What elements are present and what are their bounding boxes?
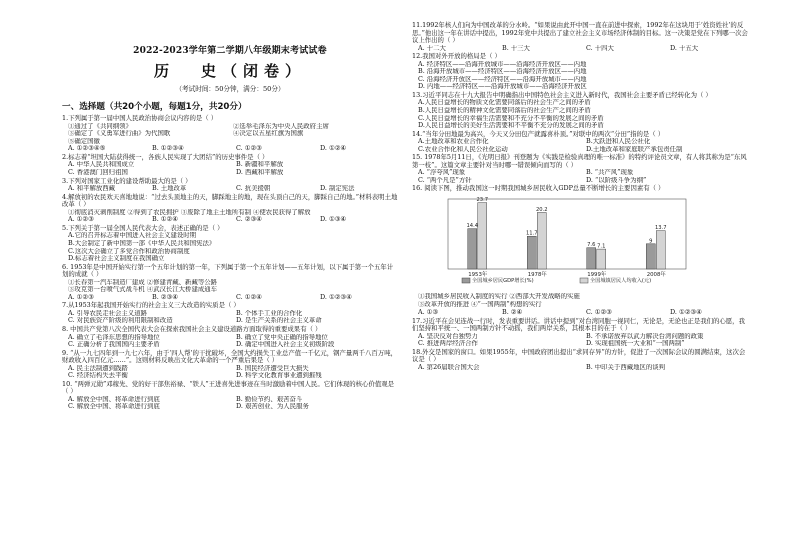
question-stem: 10. “两弹元勋”邓稼先、党的好干部焦裕禄、“铁人”王进喜先进事迹在当时激励着中国人民。它们体现的核心价值观是（ ） xyxy=(62,379,395,396)
answer-option: B. 十三大 xyxy=(502,44,530,52)
answer-option: A. 中华人民共和国成立 xyxy=(68,161,135,169)
question-stem: 11.1992年核人们向为中国改革的分水岭。“如果说由此开中国一直在前进中探索，1992年在这块用于‘姓资姓社’的反思。”他出这一年在讲话中提出，1992年党中共提出了建立社会主义市场经济体制的目标。这一决策是党在下列哪一次会议上作出的（ ） xyxy=(412,21,748,45)
question-item xyxy=(412,22,748,52)
question-item xyxy=(412,131,748,154)
question-stem: 12.我国对外开放的格局是（ ） xyxy=(412,52,501,61)
question-item xyxy=(62,302,398,325)
answer-option: B. ②③④ xyxy=(152,293,178,301)
answer-options xyxy=(62,145,398,153)
statement: ①长春第一汽车制造厂建成 ②修建青藏、新藏等公路 xyxy=(68,278,218,286)
x-tick-label: 2008年 xyxy=(646,272,666,279)
statement: ③改革开放的推进 ④“一国两制”构想的实行 xyxy=(418,300,542,308)
answer-options xyxy=(412,99,748,129)
question-stem: 15. 1978年5月11日，《光明日报》刊登题为《实践是检验真理的唯一标准》的特约评论员文章，有人将其称为是“东风第一枝”。这篇文章主要针对当时哪一错误倾向而写的（ ） xyxy=(412,153,747,169)
question-stem: 18.外交是国家的窗口。如果1955年，中国政府团出提出“求同存异”的方针，促进了一次国际会议的圆满结束，这次会议是（ ） xyxy=(412,347,746,364)
question-item xyxy=(412,309,748,317)
question-stem: 5.下列关于第一届全国人民代表大会，表述正确的是（ ） xyxy=(62,223,224,232)
answer-option: C. ①②④ xyxy=(236,293,262,301)
answer-option: D. “以阶级斗争为纲” xyxy=(586,176,647,184)
answer-option: C. 解放全中国、将革命进行到底 xyxy=(68,403,160,411)
answer-option: B.大跃进和人民公社化 xyxy=(586,138,651,146)
answer-option: D. 艰苦创业、为人民服务 xyxy=(236,403,309,411)
bar-value-label: 11.7 xyxy=(525,230,538,237)
statement: ②选举毛泽东为中央人民政府主席 xyxy=(233,122,329,130)
question-item xyxy=(412,154,748,184)
statement: ①通过了《共同纲领》 xyxy=(68,122,132,130)
question-stem: 2.标志着“坦国大陆获得统一，各族人民实现了大团结”的历史事件是（ ） xyxy=(62,152,269,161)
chart-bar xyxy=(468,229,477,269)
question-item xyxy=(62,264,398,302)
answer-option: C. 对民族资产阶级的利用限制和改造 xyxy=(68,317,173,325)
x-tick-label: 1999年 xyxy=(587,272,607,279)
exam-title: 2022-2023学年第二学期八年级期末考试试卷 xyxy=(133,46,327,56)
bar-value-label: 14.4 xyxy=(466,223,479,230)
answer-option: B. ①②③④ xyxy=(152,145,184,153)
answer-option: C. “两个凡是”方针 xyxy=(418,176,472,184)
question-item xyxy=(62,225,398,263)
question-item xyxy=(62,350,398,380)
answer-options xyxy=(62,185,398,193)
legend-label: 全国城镇居民人均收入(元) xyxy=(590,278,652,285)
answer-option: D. 是生产关系的社会主义革命 xyxy=(236,317,322,325)
subject-title xyxy=(62,63,398,81)
chart-bar xyxy=(478,203,487,269)
bar-value-label: 9 xyxy=(649,238,653,245)
answer-option: A. 和平解放西藏 xyxy=(68,185,116,193)
answer-option: C. 十四大 xyxy=(586,44,614,52)
answer-option: D.标志着社会主义制度在我国确立 xyxy=(68,255,165,263)
question-statements xyxy=(62,209,398,217)
question-item xyxy=(62,154,398,177)
answer-options xyxy=(412,169,748,184)
answer-options xyxy=(62,232,398,262)
left-question-list xyxy=(62,115,398,411)
legend-label: 全国城乡居民GDP增长(%) xyxy=(472,278,534,285)
question-item xyxy=(412,53,748,91)
subject-rest: 史（闭卷） xyxy=(201,61,307,80)
answer-option: A. 第26届联合国大会 xyxy=(418,363,480,371)
answer-option: D. 十五大 xyxy=(670,44,699,52)
answer-option: D. ①③④ xyxy=(320,216,347,224)
answer-option: D. ①②④ xyxy=(320,145,347,153)
question-item xyxy=(412,318,748,348)
answer-option: C. 抗美援朝 xyxy=(236,185,271,193)
answer-option: B. 勤俭节约、艰苦奋斗 xyxy=(236,395,303,403)
question-item xyxy=(62,326,398,349)
answer-option: A.人民日益增长的物质文化需要同落后的社会生产之间的矛盾 xyxy=(418,99,591,107)
question-item xyxy=(62,115,398,153)
answer-option: C. ①②③ xyxy=(236,145,262,153)
answer-option: C.这次大会确立了多党合作和政治协商制度 xyxy=(68,247,190,255)
answer-option: A. 确立了毛泽东思想的指导地位 xyxy=(68,333,160,341)
bar-value-label: 13.7 xyxy=(654,225,667,232)
answer-option: D.人民日益增长的美好生活需要和不平衡不充分的发展之间的矛盾 xyxy=(418,122,604,130)
answer-options xyxy=(62,396,398,411)
chart-bar xyxy=(597,249,606,269)
answer-option: A. 解放全中国、将革命进行到底 xyxy=(68,395,160,403)
answer-options xyxy=(412,138,748,153)
answer-options xyxy=(412,333,748,348)
answer-option: A. 十二大 xyxy=(418,44,446,52)
answer-option: B. 土地改革 xyxy=(152,185,187,193)
statement: ③攻克第一台喷气式战斗机 ④武汉长江大桥建成通车 xyxy=(68,286,218,294)
question-stem: 3.下列对国家工业化的建设帮助最大的是（ ） xyxy=(62,176,192,185)
bar-value-label: 23.7 xyxy=(476,197,489,204)
answer-option: D. ①②③④ xyxy=(320,293,352,301)
statement: ③确定了《义勇军进行曲》为代国歌 xyxy=(68,130,171,138)
bar-value-label: 7.1 xyxy=(597,243,606,250)
question-stem: 4.解放初的农民欢天喜地地说：“过去头顶地主的天，脚踩地主的地，现在头顶自己的天，脚踩自己的地。”材料表明土地改革（ ） xyxy=(62,192,398,209)
answer-options xyxy=(412,61,748,91)
answer-option: D. ①②③④ xyxy=(670,309,702,317)
answer-option: A.土地改革和农业合作化 xyxy=(418,138,489,146)
answer-option: B. 个体手工业的合作化 xyxy=(236,309,303,317)
legend-swatch xyxy=(580,278,588,283)
answer-option: B. “共产风”现象 xyxy=(586,169,634,177)
answer-option: A. 民主法制遭到践踏 xyxy=(68,364,128,372)
answer-option: A. 经济特区——沿海开放城市——沿海经济开放区——内地 xyxy=(418,60,587,68)
question-stem: 1.下列属于第一届中国人民政治协商会议内容的是（ ） xyxy=(62,114,218,123)
answer-option: C. 推进两岸经济合作 xyxy=(418,340,478,348)
chart-bar xyxy=(656,231,665,269)
question-stem: 6. 1953年是中国开始实行第一个五年计划的第一年，下列属于第一个五年计划——五年计划，以下属于第一个五年计划的成就（ ） xyxy=(62,262,394,279)
chart-container xyxy=(432,195,692,291)
exam-info: （考试时间：50分钟，满分：50分） xyxy=(175,85,285,94)
answer-option: A. ①②③ xyxy=(68,216,94,224)
answer-option: A. 坚决反对台独势力 xyxy=(418,332,478,340)
statement: ①彻底消灭剥削制度 ②得到了农民拥护 ③废除了地主土地所有制 ④使农民获得了解放 xyxy=(68,208,311,216)
x-tick-label: 1978年 xyxy=(527,272,547,279)
x-tick-label: 1953年 xyxy=(468,272,488,279)
answer-option: D. 确定中国进入社会主义初级阶段 xyxy=(236,341,335,349)
section-title: 一、选择题（共20个小题，每题1分，共20分） xyxy=(62,102,247,113)
answer-option: B. ②④ xyxy=(502,309,523,317)
question-stem: 14.“当年分田地最为高兴，今天又分田包产就露喜朴顶。”对联中的两次“分田”指的是（ ） xyxy=(412,129,665,138)
question-item xyxy=(62,178,398,193)
answer-option: A. ①②③④⑤ xyxy=(68,145,106,153)
answer-option: C. 沿海经济开放区——经济特区——沿海开放城市——内地 xyxy=(418,75,587,83)
legend-swatch xyxy=(462,278,470,283)
answer-option: B.大会制定了新中国第一部《中华人民共和国宪法》 xyxy=(68,239,216,247)
question-stem: 9. “从一九七四年到一九七六年，由于‘四人帮’的干扰破坏，全国大约损失工业总产值一千亿元，钢产量两千八百万吨，财政收入四百亿元……”。这则材料反映出文化大革命的一个严重后果是（ ） xyxy=(62,348,397,365)
answer-options xyxy=(62,334,398,349)
answer-option: C.农业合作化和人民公社化运动 xyxy=(418,145,508,153)
answer-option: A. 引导农民走社会主义道路 xyxy=(68,309,147,317)
answer-option: B. 中印关于西藏地区的谈判 xyxy=(586,363,666,371)
answer-option: D. 制定宪法 xyxy=(320,185,355,193)
chart-bar xyxy=(646,244,655,269)
answer-option: A. “浮夸风”现象 xyxy=(418,169,466,177)
answer-option: B.人民日益增长的精神文化需要同落后的社会生产之间的矛盾 xyxy=(418,107,591,115)
answer-options xyxy=(412,364,748,372)
answer-option: C. ①②③ xyxy=(586,309,612,317)
question-item xyxy=(412,185,748,308)
answer-option: A. ①③ xyxy=(418,309,439,317)
question-item xyxy=(62,194,398,224)
question-item xyxy=(412,92,748,130)
answer-option: B. 确立了党中央正确的指导地位 xyxy=(236,333,328,341)
subject-char: 历 xyxy=(153,61,175,80)
answer-option: D. 西藏和平解放 xyxy=(236,169,284,177)
question-statements xyxy=(412,293,748,308)
answer-option: A. ①②③ xyxy=(68,293,94,301)
answer-option: D. 科学文化教育事业遭到摧残 xyxy=(236,372,322,380)
answer-option: A.它的召开标志着中国进入社会主义建设时期 xyxy=(68,232,197,240)
answer-option: C. 正确分析了我国国内主要矛盾 xyxy=(68,341,160,349)
question-statements xyxy=(62,279,398,294)
answer-option: B. 国民经济遭受巨大损失 xyxy=(236,364,309,372)
statement: ④决定以五星红旗为国旗 xyxy=(233,130,304,138)
chart-bar xyxy=(537,212,546,269)
left-column xyxy=(62,0,398,560)
answer-option: B. ①②④ xyxy=(152,216,178,224)
question-stem: 8. 中国共产党第八次全国代表大会在探索我国社会主义建设道路方面取得的重要成果有（ ） xyxy=(62,324,322,333)
answer-option: C. 香港澳门回归祖国 xyxy=(68,169,128,177)
bar-value-label: 7.6 xyxy=(587,242,596,249)
answer-options xyxy=(62,310,398,325)
question-statements xyxy=(62,123,398,146)
question-stem: 13.习近平同志在十九大报告中明确指出中国特色社会主义进入新时代，我国社会主要矛盾已经转化为（ ） xyxy=(412,90,712,99)
question-item xyxy=(62,381,398,411)
answer-option: C.人民日益增长的幸福生活需要和不充分不平衡的发展之间的矛盾 xyxy=(418,114,604,122)
answer-option: B. 沿海开放城市——经济特区——沿海经济开放区——内地 xyxy=(418,68,587,76)
answer-option: B. 不承诺放弃以武力解决台湾问题的政策 xyxy=(586,332,704,340)
answer-option: D. 内地——经济特区——沿海开放城市——沿海经济开放区 xyxy=(418,83,587,91)
right-column xyxy=(412,0,748,560)
answer-options xyxy=(62,365,398,380)
bar-value-label: 20.2 xyxy=(535,206,548,213)
answer-option: B. 新疆和平解放 xyxy=(236,161,284,169)
chart-bar xyxy=(587,248,596,269)
answer-options xyxy=(62,216,398,224)
statement: ⑤确定国徽 xyxy=(68,137,100,145)
question-item xyxy=(412,349,748,372)
question-stem: 16. 阅读下图，推动我国这一时期我国城乡居民收入GDP总量不断增长的主要因素有（ ） xyxy=(412,184,665,193)
gdp-bar-chart xyxy=(432,195,692,291)
answer-option: C. ②③④ xyxy=(236,216,262,224)
answer-options xyxy=(412,309,748,317)
right-question-list xyxy=(412,22,748,372)
answer-option: D.土地改革和家庭联产承包责任制 xyxy=(586,145,683,153)
answer-option: C. 经济结构失去平衡 xyxy=(68,372,128,380)
chart-bar xyxy=(527,236,536,269)
answer-options xyxy=(62,161,398,176)
question-stem: 17.习近平在会见连战一行时，发表重要讲话。讲话中提到“对台湾同胞一视同仁，无论是，无论也正是我们的心愿，我们坚持和平统一、一国两制方针不动摇，我们两岸关系，其根本目的在于（ ） xyxy=(412,316,745,333)
question-stem: 7.从1953年起我国开始实行的社会主义三大改造的实质是（ ） xyxy=(62,301,240,310)
answer-option: D. 实现祖国统一大业和“一国两制” xyxy=(586,340,685,348)
statement: ①我国城乡居民收入制度的实行 ②西部大开发战略的实施 xyxy=(418,293,580,301)
